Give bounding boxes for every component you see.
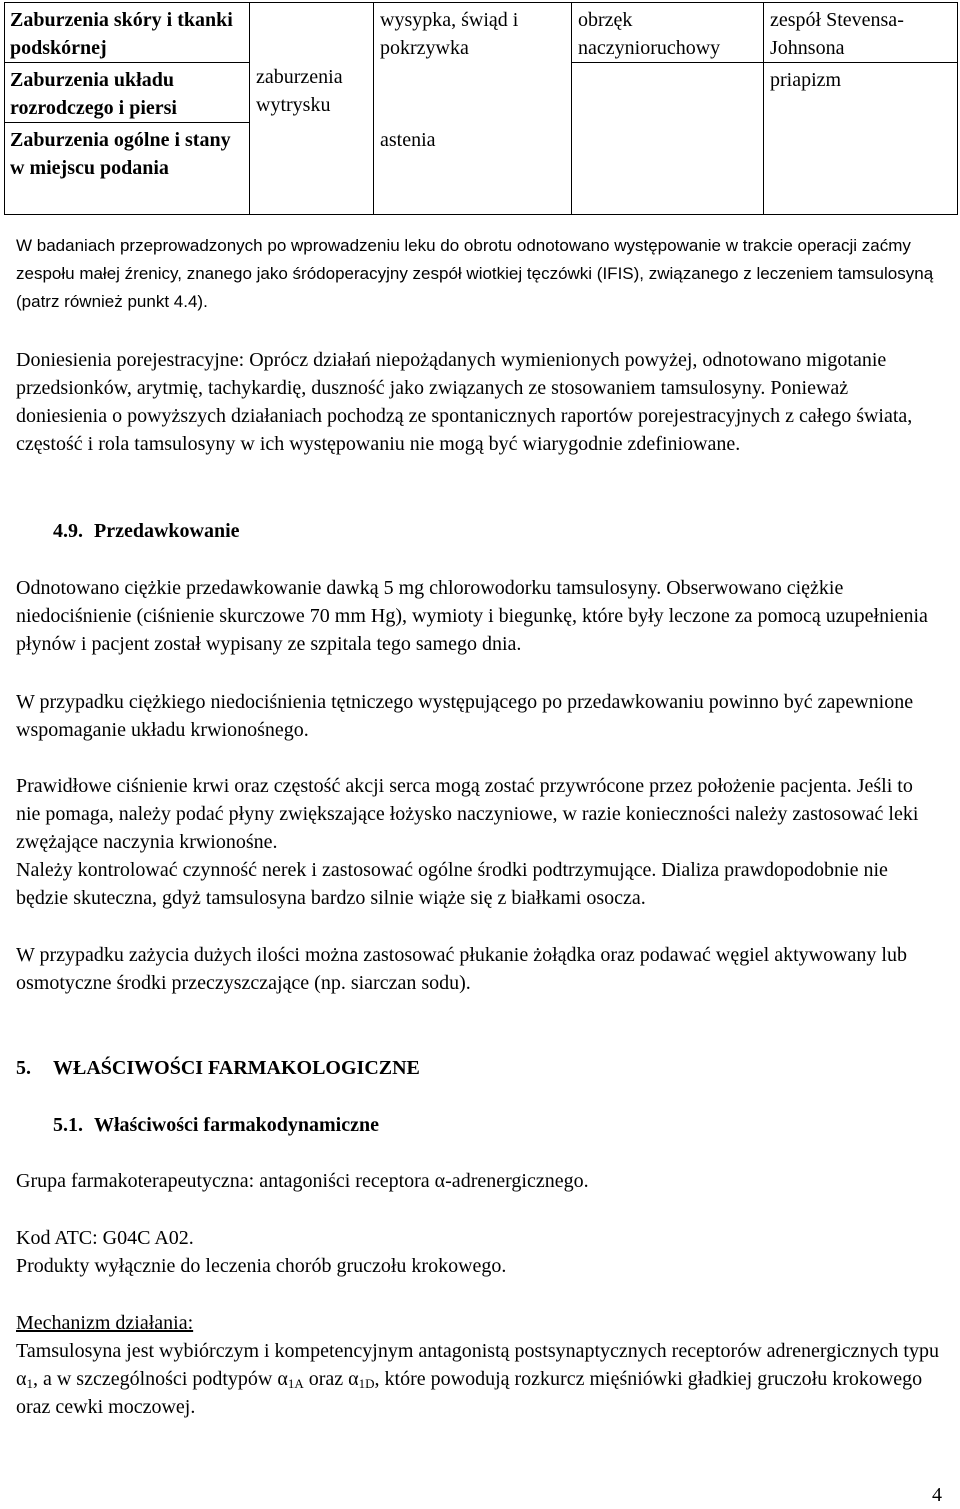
table-cell — [572, 123, 764, 215]
ifis-paragraph: W badaniach przeprowadzonych po wprowadzeniu leku do obrotu odnotowano występowanie w trakcie operacji zaćmy zespołu małej źrenicy, znanego jako śródoperacyjny zespół wiotkiej tęczówki (IFIS), związanego z leczeniem tamsulosyną (patrz również punkt 4.4). — [16, 236, 934, 311]
section-title: Właściwości farmakodynamiczne — [94, 1114, 379, 1136]
overdose-paragraph-3a: Prawidłowe ciśnienie krwi oraz częstość akcji serca mogą zostać przywrócone przez położenie pacjenta. Jeśli to nie pomaga, należy podać płyny zwiększające łożysko naczyniowe, w razie konieczności należy zastosować leki zwężające naczynia krwionośne. — [16, 775, 919, 853]
table-cell: zespół Stevensa-Johnsona — [764, 3, 958, 63]
table-cell — [572, 63, 764, 123]
table-cell: wysypka, świąd i pokrzywka — [374, 3, 572, 63]
table-row — [5, 3, 958, 63]
subscript: 1D — [358, 1376, 375, 1391]
products-statement: Produkty wyłącznie do leczenia chorób gruczołu krokowego. — [16, 1255, 507, 1277]
table-cell — [764, 123, 958, 215]
table-cell — [250, 3, 374, 63]
pharmacotherapeutic-group: Grupa farmakoterapeutyczna: antagoniści receptora α-adrenergicznego. — [16, 1170, 589, 1192]
section-number: 5.1. — [53, 1114, 83, 1136]
organ-class-cell: Zaburzenia układu rozrodczego i piersi — [5, 63, 250, 123]
mechanism-heading: Mechanizm działania: — [16, 1312, 194, 1334]
table-cell — [374, 63, 572, 123]
overdose-paragraph-2: W przypadku ciężkiego niedociśnienia tętniczego występującego po przedawkowaniu powinno być zapewnione wspomaganie układu krwionośnego. — [16, 691, 914, 741]
overdose-paragraph-1: Odnotowano ciężkie przedawkowanie dawką 5 mg chlorowodorku tamsulosyny. Obserwowano ciężkie niedociśnienie (ciśnienie skurczowe 70 mm Hg), wymioty i biegunkę, które były leczone za pomocą uzupełnienia płynów i pacjent został wypisany ze szpitala tego samego dnia. — [16, 577, 928, 655]
postmarketing-paragraph: Doniesienia porejestracyjne: Oprócz działań niepożądanych wymienionych powyżej, odnotowano migotanie przedsionków, arytmię, tachykardię, duszność jako związanych ze stosowaniem tamsulosyny. Ponieważ doniesienia o powyższych działaniach pochodzą ze spontanicznych raportów porejestracyjnych z całego świata, częstość i rola tamsulosyny w ich występowaniu nie mogą być wiarygodnie zdefiniowane. — [16, 349, 913, 455]
section-heading-5-1 — [53, 1111, 379, 1139]
table-cell: astenia — [374, 123, 572, 215]
mechanism-text: , które powodują rozkurcz mięśniówki gładkiej gruczołu krokowego oraz cewki moczowej. — [16, 1368, 923, 1418]
table-row — [5, 63, 958, 123]
section-heading-4-9 — [53, 517, 240, 545]
table-cell: zaburzenia wytrysku — [250, 63, 374, 123]
overdose-paragraph-3b: Należy kontrolować czynność nerek i zastosować ogólne środki podtrzymujące. Dializa prawdopodobnie nie będzie skuteczna, gdyż tamsulosyna bardzo silnie wiąże się z białkami osocza. — [16, 859, 888, 909]
organ-class-cell: Zaburzenia ogólne i stany w miejscu podania — [5, 123, 250, 215]
subscript: 1 — [26, 1376, 33, 1391]
atc-code: Kod ATC: G04C A02. — [16, 1227, 194, 1249]
table-cell — [250, 123, 374, 215]
overdose-paragraph-4: W przypadku zażycia dużych ilości można zastosować płukanie żołądka oraz podawać węgiel aktywowany lub osmotyczne środki przeczyszczające (np. siarczan sodu). — [16, 944, 907, 994]
section-title: WŁAŚCIWOŚCI FARMAKOLOGICZNE — [53, 1057, 420, 1079]
section-number: 4.9. — [53, 520, 83, 542]
table-row — [5, 123, 958, 215]
adverse-effects-table — [4, 2, 958, 215]
table-cell: priapizm — [764, 63, 958, 123]
section-heading-5 — [16, 1054, 420, 1082]
mechanism-text: Tamsulosyna jest wybiórczym i kompetencyjnym antagonistą postsynaptycznych receptorów adrenergicznych typu α — [16, 1340, 939, 1390]
mechanism-text: oraz α — [303, 1368, 359, 1390]
section-title: Przedawkowanie — [94, 520, 240, 542]
page-number: 4 — [932, 1484, 942, 1506]
section-number: 5. — [16, 1057, 31, 1079]
subscript: 1A — [287, 1376, 304, 1391]
table-cell: obrzęk naczynioruchowy — [572, 3, 764, 63]
mechanism-paragraph — [16, 1337, 941, 1421]
mechanism-text: , a w szczególności podtypów α — [32, 1368, 288, 1390]
organ-class-cell: Zaburzenia skóry i tkanki podskórnej — [5, 3, 250, 63]
